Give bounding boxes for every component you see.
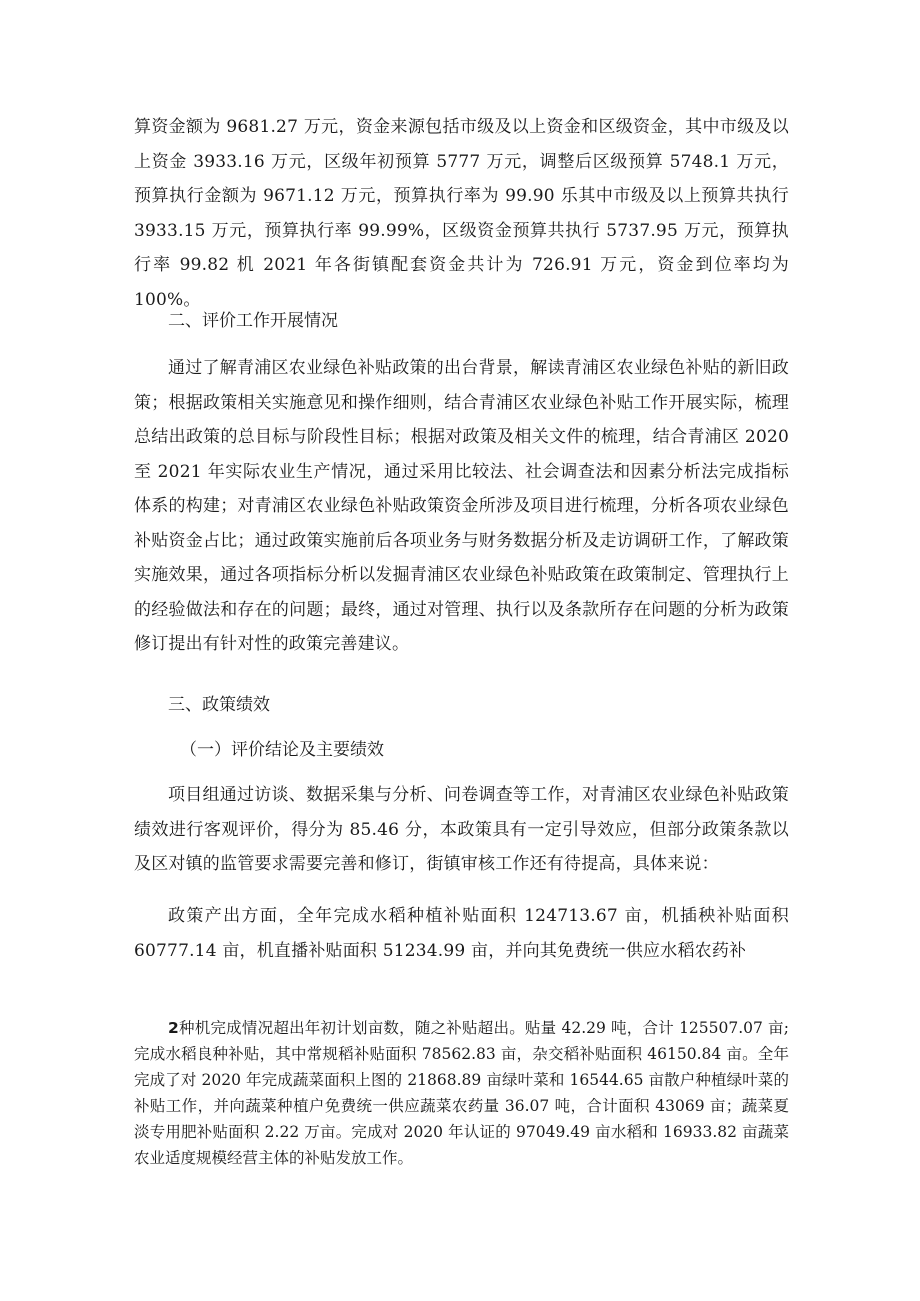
paragraph-policy-output: 政策产出方面，全年完成水稻种植补贴面积 124713.67 亩，机插秧补贴面积 60777.14 亩，机直播补贴面积 51234.99 亩，并向其免费统一供应水稻农药补 <box>134 906 789 961</box>
paragraph-evaluation-conclusion: 项目组通过访谈、数据采集与分析、问卷调查等工作，对青浦区农业绿色补贴政策绩效进行客观评价，得分为 85.46 分，本政策具有一定引导效应，但部分政策条款以及区对镇的监管要求需要完善和修订，街镇审核工作还有待提高，具体来说： <box>134 785 789 874</box>
section-heading-3: 三、政策绩效 <box>168 695 270 715</box>
paragraph-budget: 算资金额为 9681.27 万元，资金来源包括市级及以上资金和区级资金，其中市级及以上资金 3933.16 万元，区级年初预算 5777 万元，调整后区级预算 5748.1 万元，预算执行金额为 9671.12 万元，预算执行率为 99.90 乐其中市级及以上预算共执行 3933.15 万元，预算执行率 99.99%，区级资金预算共执行 5737.95 万元，预算执行率 99.82 机 2021 年各街镇配套资金共计为 726.91 万元，资金到位率均为 100%。 <box>134 117 789 310</box>
footnote-mark: 2 <box>168 1019 179 1037</box>
footnote-text: 种机完成情况超出年初计划亩数，随之补贴超出。贴量 42.29 吨，合计 125507.07 亩;完成水稻良种补贴，其中常规稻补贴面积 78562.83 亩，杂交稻补贴面积 46150.84 亩。全年完成了对 2020 年完成蔬菜面积上图的 21868.89 亩绿叶菜和 16544.65 亩散户种植绿叶菜的补贴工作，并向蔬菜种植户免费统一供应蔬菜农药量 36.07 吨，合计面积 43069 亩；蔬菜夏淡专用肥补贴面积 2.22 万亩。完成对 2020 年认证的 97049.49 亩水稻和 16933.82 亩蔬菜农业适度规模经营主体的补贴发放工作。 <box>134 1019 789 1167</box>
footnote <box>134 1015 789 1171</box>
subsection-heading-3-1: （一）评价结论及主要绩效 <box>180 740 384 760</box>
paragraph-evaluation-process: 通过了解青浦区农业绿色补贴政策的出台背景，解读青浦区农业绿色补贴的新旧政策；根据政策相关实施意见和操作细则，结合青浦区农业绿色补贴工作开展实际，梳理总结出政策的总目标与阶段性目标；根据对政策及相关文件的梳理，结合青浦区 2020 至 2021 年实际农业生产情况，通过采用比较法、社会调查法和因素分析法完成指标体系的构建；对青浦区农业绿色补贴政策资金所涉及项目进行梳理，分析各项农业绿色补贴资金占比；通过政策实施前后各项业务与财务数据分析及走访调研工作，了解政策实施效果，通过各项指标分析以发掘青浦区农业绿色补贴政策在政策制定、管理执行上的经验做法和存在的问题；最终，通过对管理、执行以及条款所存在问题的分析为政策修订提出有针对性的政策完善建议。 <box>134 358 789 654</box>
section-heading-2: 二、评价工作开展情况 <box>168 311 338 331</box>
